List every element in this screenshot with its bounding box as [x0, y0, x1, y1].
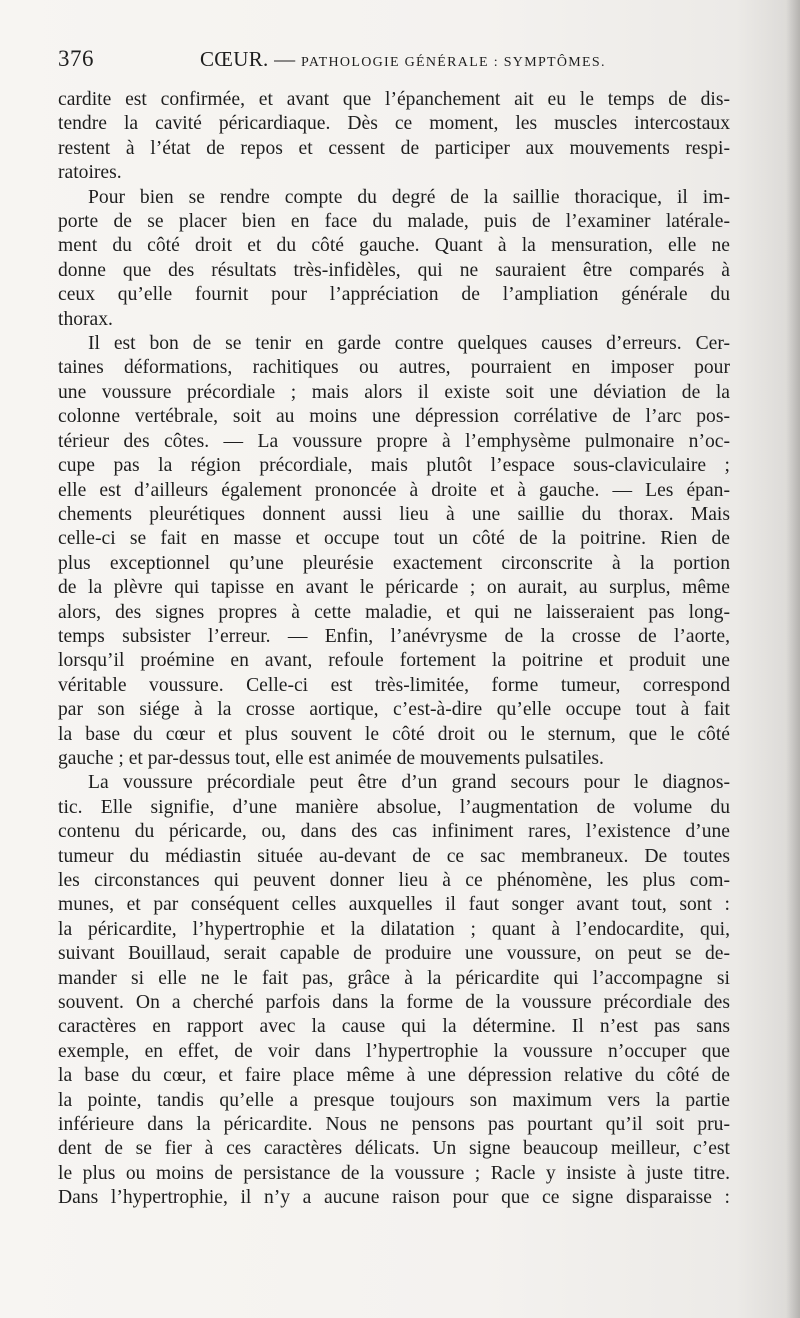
- text-line: La voussure précordiale peut être d’un grand secours pour le diagnos-: [88, 772, 730, 794]
- text-line: contenu du péricarde, ou, dans des cas infiniment rares, l’existence d’une: [58, 821, 730, 843]
- text-line: térieur des côtes. — La voussure propre à l’emphysème pulmonaire n’oc-: [58, 430, 730, 452]
- text-line: Il est bon de se tenir en garde contre quelques causes d’erreurs. Cer-: [88, 333, 730, 355]
- text-line: souvent. On a cherché parfois dans la forme de la voussure précordiale des: [58, 992, 730, 1014]
- text-line: une voussure précordiale ; mais alors il existe soit une déviation de la: [58, 381, 730, 403]
- text-line: colonne vertébrale, soit au moins une dépression corrélative de l’arc pos-: [58, 406, 730, 428]
- text-line: tumeur du médiastin située au-devant de ce sac membraneux. De toutes: [58, 845, 730, 867]
- text-line: donne que des résultats très-infidèles, qui ne sauraient être comparés à: [58, 259, 730, 281]
- text-line: ratoires.: [58, 162, 122, 184]
- text-line: la base du cœur et plus souvent le côté droit ou le sternum, que le côté: [58, 723, 730, 745]
- text-line: Pour bien se rendre compte du degré de la saillie thoracique, il im-: [88, 186, 730, 208]
- text-line: les circonstances qui peuvent donner lieu à ce phénomène, les plus com-: [58, 870, 730, 891]
- text-line: celle-ci se fait en masse et occupe tout un côté de la poitrine. Rien de: [58, 528, 730, 550]
- text-line: le plus ou moins de persistance de la voussure ; Racle y insiste à juste titre.: [58, 1162, 730, 1184]
- text-line: lorsqu’il proémine en avant, refoule fortement la poitrine et produit une: [58, 650, 730, 672]
- text-line: porte de se placer bien en face du malade, puis de l’examiner latérale-: [58, 211, 730, 233]
- text-line: temps subsister l’erreur. — Enfin, l’anévrysme de la crosse de l’aorte,: [58, 625, 730, 647]
- text-line: tic. Elle signifie, d’une manière absolue, l’augmentation de volume du: [58, 796, 730, 818]
- text-line: ceux qu’elle fournit pour l’appréciation de l’ampliation générale du: [58, 284, 730, 306]
- text-line: véritable voussure. Celle-ci est très-limitée, forme tumeur, correspond: [58, 674, 730, 696]
- text-line: la péricardite, l’hypertrophie et la dilatation ; quant à l’endocardite, qui,: [58, 918, 730, 940]
- text-line: dent de se fier à ces caractères délicats. Un signe beaucoup meilleur, c’est: [58, 1138, 730, 1160]
- text-line: elle est d’ailleurs également prononcée à droite et à gauche. — Les épan-: [58, 479, 730, 501]
- text-line: chements pleurétiques donnent aussi lieu à une saillie du thorax. Mais: [58, 503, 730, 525]
- text-line: munes, et par conséquent celles auxquelles il faut songer avant tout, sont :: [58, 894, 730, 916]
- text-line: cardite est confirmée, et avant que l’épanchement ait eu le temps de dis-: [58, 89, 730, 110]
- text-line: la pointe, tandis qu’elle a presque toujours son maximum vers la partie: [58, 1089, 730, 1111]
- text-line: restent à l’état de repos et cessent de participer aux mouvements respi-: [58, 137, 730, 159]
- text-line: tendre la cavité péricardiaque. Dès ce moment, les muscles intercostaux: [58, 113, 730, 135]
- running-title-main: CŒUR.: [200, 47, 269, 71]
- text-line: gauche ; et par-dessus tout, elle est animée de mouvements pulsatiles.: [58, 747, 604, 769]
- text-line: thorax.: [58, 308, 113, 330]
- text-line: taines déformations, rachitiques ou autres, pourraient en imposer pour: [58, 357, 730, 379]
- running-title: [200, 47, 606, 72]
- running-header: [58, 46, 738, 82]
- text-line: plus exceptionnel qu’une pleurésie exactement circonscrite à la portion: [58, 552, 730, 574]
- text-line: la base du cœur, et faire place même à une dépression relative du côté de: [58, 1065, 730, 1087]
- text-line: ment du côté droit et du côté gauche. Quant à la mensuration, elle ne: [58, 235, 730, 257]
- text-line: cupe pas la région précordiale, mais plutôt l’espace sous-claviculaire ;: [58, 455, 730, 477]
- running-title-sub: PATHOLOGIE GÉNÉRALE : SYMPTÔMES.: [301, 55, 606, 70]
- running-title-separator: —: [268, 47, 302, 71]
- body-text: [58, 88, 730, 1211]
- text-line: inférieure dans la péricardite. Nous ne pensons pas pourtant qu’il soit pru-: [58, 1114, 730, 1136]
- text-line: de la plèvre qui tapisse en avant le péricarde ; on aurait, au surplus, même: [58, 577, 730, 599]
- text-line: exemple, en effet, de voir dans l’hypertrophie la voussure n’occuper que: [58, 1040, 730, 1062]
- page-edge-shadow: [786, 0, 800, 1318]
- text-line: alors, des signes propres à cette maladie, et qui ne laisseraient pas long-: [58, 601, 730, 623]
- text-line: par son siége à la crosse aortique, c’est-à-dire qu’elle occupe tout à fait: [58, 699, 730, 721]
- page-number: 376: [58, 46, 94, 71]
- text-line: Dans l’hypertrophie, il n’y a aucune raison pour que ce signe disparaisse :: [58, 1187, 730, 1209]
- text-line: suivant Bouillaud, serait capable de produire une voussure, on peut se de-: [58, 943, 730, 965]
- text-line: caractères en rapport avec la cause qui la détermine. Il n’est pas sans: [58, 1016, 730, 1038]
- text-line: mander si elle ne le fait pas, grâce à la péricardite qui l’accompagne si: [58, 967, 730, 989]
